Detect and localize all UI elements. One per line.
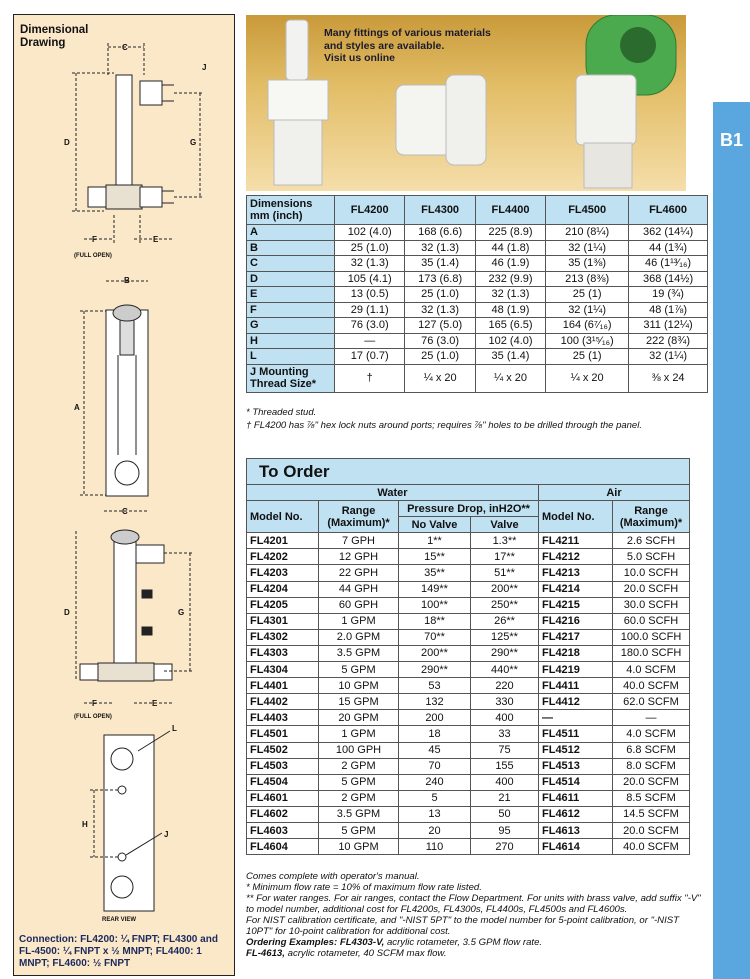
photo-caption <box>324 27 491 65</box>
dimensional-drawing-panel <box>13 14 235 976</box>
valve-cell: 220 <box>471 678 539 694</box>
mounting-label-line1: J Mounting <box>250 366 309 378</box>
water-model-cell: FL4401 <box>247 678 319 694</box>
water-range-cell: 1 GPM <box>319 613 399 629</box>
order-note-2: * Minimum flow rate = 10% of maximum flow rate listed. <box>246 882 482 893</box>
mounting-label-line2: Thread Size* <box>250 378 317 390</box>
valve-cell: 290** <box>471 645 539 661</box>
dimension-cell: 46 (1.9) <box>475 256 545 272</box>
label-d-2: D <box>64 608 70 617</box>
order-row <box>247 645 690 661</box>
dimension-cell: 210 (8¼) <box>546 225 629 241</box>
water-header: Water <box>247 485 539 501</box>
photo-caption-line3: Visit us online <box>324 52 395 64</box>
no-valve-cell: 200 <box>399 710 471 726</box>
label-c: C <box>122 43 128 52</box>
dimension-row-label: F <box>247 302 335 318</box>
no-valve-cell: 1** <box>399 533 471 549</box>
valve-cell: 51** <box>471 565 539 581</box>
water-range-cell: 3.5 GPM <box>319 645 399 661</box>
water-range-cell: 5 GPM <box>319 774 399 790</box>
no-valve-cell: 18** <box>399 613 471 629</box>
air-range-header <box>613 501 690 533</box>
label-j-2: J <box>164 830 169 839</box>
no-valve-cell: 290** <box>399 662 471 678</box>
valve-cell: 1.3** <box>471 533 539 549</box>
section-tab: B1 <box>719 130 743 150</box>
dimension-cell: 25 (1.0) <box>335 240 405 256</box>
dimension-cell: 32 (1.3) <box>475 287 545 303</box>
order-row <box>247 806 690 822</box>
water-model-cell: FL4303 <box>247 645 319 661</box>
water-model-cell: FL4204 <box>247 581 319 597</box>
water-range-cell: 44 GPH <box>319 581 399 597</box>
water-range-cell: 5 GPM <box>319 662 399 678</box>
mounting-thread-cell: † <box>335 364 405 392</box>
water-model-cell: FL4504 <box>247 774 319 790</box>
air-range-cell: 20.0 SCFM <box>613 822 690 838</box>
water-range-line2: (Maximum)* <box>327 516 390 529</box>
order-group-header-row <box>247 485 690 501</box>
dimension-cell: 32 (1¼) <box>546 302 629 318</box>
model-header: FL4600 <box>629 196 708 225</box>
dimension-row-label: A <box>247 225 335 241</box>
no-valve-cell: 35** <box>399 565 471 581</box>
air-model-cell: FL4514 <box>539 774 613 790</box>
air-range-cell: 2.6 SCFH <box>613 533 690 549</box>
no-valve-cell: 70** <box>399 629 471 645</box>
order-row <box>247 533 690 549</box>
no-valve-cell: 132 <box>399 694 471 710</box>
order-row <box>247 694 690 710</box>
dimension-cell: 222 (8¾) <box>629 333 708 349</box>
dimension-cell: 13 (0.5) <box>335 287 405 303</box>
order-note-4: For NIST calibration certificate, and "-NIST 5PT" to the model number for 5-point calibration, or "-NIST 10PT" for 10-point calibration for additional cost. <box>246 915 680 937</box>
water-model-cell: FL4502 <box>247 742 319 758</box>
dimension-row <box>247 302 708 318</box>
valve-cell: 95 <box>471 822 539 838</box>
dimension-cell: 32 (1¼) <box>546 240 629 256</box>
air-range-cell: 20.0 SCFM <box>613 774 690 790</box>
water-model-cell: FL4604 <box>247 839 319 855</box>
no-valve-cell: 5 <box>399 790 471 806</box>
dimension-cell: 35 (1⅜) <box>546 256 629 272</box>
air-model-cell: FL4214 <box>539 581 613 597</box>
dimension-cell: 32 (1¼) <box>629 349 708 365</box>
air-header: Air <box>539 485 690 501</box>
valve-cell: 21 <box>471 790 539 806</box>
water-range-cell: 10 GPM <box>319 678 399 694</box>
dimension-row <box>247 225 708 241</box>
dimension-cell: 25 (1.0) <box>405 349 475 365</box>
air-range-cell: 10.0 SCFH <box>613 565 690 581</box>
air-model-cell: FL4212 <box>539 549 613 565</box>
water-range-line1: Range <box>341 504 376 517</box>
to-order-title: To Order <box>246 458 690 484</box>
dimension-cell: 311 (12¼) <box>629 318 708 334</box>
valve-cell: 50 <box>471 806 539 822</box>
order-subheader-row-1 <box>247 501 690 517</box>
water-range-cell: 20 GPM <box>319 710 399 726</box>
dimensions-header-label <box>247 196 335 225</box>
model-header: FL4400 <box>475 196 545 225</box>
label-e-2: E <box>152 699 158 708</box>
air-model-cell: FL4511 <box>539 726 613 742</box>
water-range-cell: 5 GPM <box>319 822 399 838</box>
ordering-example-2-label: FL-4613, <box>246 948 285 959</box>
valve-cell: 26** <box>471 613 539 629</box>
valve-cell: 200** <box>471 581 539 597</box>
dimension-cell: 25 (1) <box>546 287 629 303</box>
mounting-thread-cell: ¼ x 20 <box>475 364 545 392</box>
no-valve-cell: 200** <box>399 645 471 661</box>
ordering-example-1 <box>246 937 706 948</box>
model-header: FL4300 <box>405 196 475 225</box>
dimension-row-label: G <box>247 318 335 334</box>
dimension-cell: 213 (8⅜) <box>546 271 629 287</box>
water-model-cell: FL4301 <box>247 613 319 629</box>
valve-cell: 250** <box>471 597 539 613</box>
water-range-header <box>319 501 399 533</box>
dimension-cell: — <box>335 333 405 349</box>
air-model-cell: FL4611 <box>539 790 613 806</box>
valve-cell: 400 <box>471 774 539 790</box>
label-b: B <box>124 276 130 285</box>
dim-note-1: * Threaded stud. <box>246 407 317 418</box>
label-full-open-1: (FULL OPEN) <box>74 253 112 259</box>
mounting-thread-cell: ⅜ x 24 <box>629 364 708 392</box>
air-range-line1: Range <box>634 504 668 517</box>
dimension-cell: 102 (4.0) <box>475 333 545 349</box>
dimension-cell: 17 (0.7) <box>335 349 405 365</box>
dim-header-line1: Dimensions <box>250 198 313 210</box>
mounting-thread-label <box>247 364 335 392</box>
dimension-row <box>247 349 708 365</box>
dimension-row <box>247 318 708 334</box>
dimension-cell: 102 (4.0) <box>335 225 405 241</box>
label-f-2: F <box>92 699 97 708</box>
water-range-cell: 7 GPH <box>319 533 399 549</box>
air-range-cell: 100.0 SCFH <box>613 629 690 645</box>
water-range-cell: 15 GPM <box>319 694 399 710</box>
dimension-cell: 48 (1.9) <box>475 302 545 318</box>
label-c-2: C <box>122 507 128 516</box>
air-model-cell: FL4614 <box>539 839 613 855</box>
no-valve-cell: 20 <box>399 822 471 838</box>
label-d: D <box>64 138 70 147</box>
label-rear-view: REAR VIEW <box>102 917 137 923</box>
dimension-row-label: D <box>247 271 335 287</box>
water-model-cell: FL4202 <box>247 549 319 565</box>
dimension-row-label: L <box>247 349 335 365</box>
order-row <box>247 839 690 855</box>
dimension-cell: 165 (6.5) <box>475 318 545 334</box>
ordering-example-2-text: acrylic rotameter, 40 SCFM max flow. <box>287 948 447 959</box>
valve-cell: 440** <box>471 662 539 678</box>
label-a: A <box>74 403 80 412</box>
side-strip <box>713 102 750 979</box>
air-model-cell: FL4512 <box>539 742 613 758</box>
order-row <box>247 678 690 694</box>
air-model-cell: FL4513 <box>539 758 613 774</box>
water-model-cell: FL4201 <box>247 533 319 549</box>
ordering-example-label: Ordering Examples: FL4303-V, <box>246 937 385 948</box>
dimension-cell: 32 (1.3) <box>405 302 475 318</box>
order-body <box>247 533 690 855</box>
dimension-notes <box>246 406 708 432</box>
dimension-row-label: E <box>247 287 335 303</box>
dimension-cell: 44 (1¾) <box>629 240 708 256</box>
dimension-cell: 35 (1.4) <box>405 256 475 272</box>
air-range-line2: (Maximum)* <box>619 516 683 529</box>
order-row <box>247 613 690 629</box>
dim-header-line2: mm (inch) <box>250 210 303 222</box>
label-l: L <box>172 724 177 733</box>
valve-cell: 33 <box>471 726 539 742</box>
air-range-cell: 14.5 SCFM <box>613 806 690 822</box>
mounting-thread-cell: ¼ x 20 <box>405 364 475 392</box>
valve-cell: 270 <box>471 839 539 855</box>
no-valve-header: No Valve <box>399 517 471 533</box>
model-header: FL4200 <box>335 196 405 225</box>
dimensions-table <box>246 195 708 393</box>
dimension-cell: 29 (1.1) <box>335 302 405 318</box>
water-range-cell: 10 GPM <box>319 839 399 855</box>
order-row <box>247 565 690 581</box>
label-f: F <box>92 235 97 244</box>
water-model-cell: FL4603 <box>247 822 319 838</box>
order-row <box>247 662 690 678</box>
mounting-thread-cell: ¼ x 20 <box>546 364 629 392</box>
valve-header: Valve <box>471 517 539 533</box>
air-model-cell: FL4412 <box>539 694 613 710</box>
dimension-cell: 76 (3.0) <box>405 333 475 349</box>
air-model-cell: FL4216 <box>539 613 613 629</box>
connection-note: Connection: FL4200: ¼ FNPT; FL4300 and FL-4500: ¼ FNPT x ½ MNPT; FL4400: 1 MNPT; FL4600: ½ FNPT <box>19 934 218 969</box>
dimension-row <box>247 256 708 272</box>
order-note-3: ** For water ranges. For air ranges, contact the Flow Department. For units with brass valve, add suffix "-V" to model number, additional cost for FL4200s, FL4300s, FL4400s, FL4500s and FL4600s. <box>246 893 701 915</box>
dimension-row <box>247 240 708 256</box>
to-order-table <box>246 484 690 855</box>
water-range-cell: 100 GPH <box>319 742 399 758</box>
air-range-cell: 8.5 SCFM <box>613 790 690 806</box>
water-model-cell: FL4503 <box>247 758 319 774</box>
order-row <box>247 822 690 838</box>
dimension-cell: 225 (8.9) <box>475 225 545 241</box>
dimension-row-label: H <box>247 333 335 349</box>
order-row <box>247 629 690 645</box>
air-range-cell: 40.0 SCFM <box>613 839 690 855</box>
order-row <box>247 774 690 790</box>
order-note-1: Comes complete with operator's manual. <box>246 871 420 882</box>
water-model-cell: FL4302 <box>247 629 319 645</box>
air-model-cell: — <box>539 710 613 726</box>
order-row <box>247 549 690 565</box>
air-range-cell: 180.0 SCFH <box>613 645 690 661</box>
valve-cell: 400 <box>471 710 539 726</box>
valve-cell: 17** <box>471 549 539 565</box>
dimension-cell: 100 (3¹⁵⁄₁₆) <box>546 333 629 349</box>
to-order-section <box>246 458 690 855</box>
water-model-cell: FL4403 <box>247 710 319 726</box>
water-model-cell: FL4304 <box>247 662 319 678</box>
drawing-title-line1: Dimensional <box>20 24 89 36</box>
air-model-cell: FL4215 <box>539 597 613 613</box>
label-full-open-2: (FULL OPEN) <box>74 714 112 720</box>
no-valve-cell: 15** <box>399 549 471 565</box>
dimension-row-label: C <box>247 256 335 272</box>
dimension-cell: 25 (1) <box>546 349 629 365</box>
dimension-cell: 44 (1.8) <box>475 240 545 256</box>
air-model-cell: FL4411 <box>539 678 613 694</box>
fittings-photo <box>246 15 686 191</box>
dimension-cell: 46 (1¹³⁄₁₆) <box>629 256 708 272</box>
dimension-cell: 48 (1⅞) <box>629 302 708 318</box>
dimension-drawings <box>14 15 236 977</box>
water-model-header: Model No. <box>247 501 319 533</box>
dimension-cell: 127 (5.0) <box>405 318 475 334</box>
water-model-cell: FL4501 <box>247 726 319 742</box>
ordering-example-2 <box>246 948 706 959</box>
dimension-row <box>247 333 708 349</box>
water-model-cell: FL4402 <box>247 694 319 710</box>
air-range-cell: 4.0 SCFM <box>613 662 690 678</box>
air-range-cell: 20.0 SCFH <box>613 581 690 597</box>
no-valve-cell: 53 <box>399 678 471 694</box>
no-valve-cell: 70 <box>399 758 471 774</box>
valve-cell: 75 <box>471 742 539 758</box>
air-model-cell: FL4612 <box>539 806 613 822</box>
dimension-cell: 25 (1.0) <box>405 287 475 303</box>
dimension-cell: 76 (3.0) <box>335 318 405 334</box>
air-model-cell: FL4213 <box>539 565 613 581</box>
water-range-cell: 2 GPM <box>319 758 399 774</box>
pressure-drop-header: Pressure Drop, inH2O** <box>399 501 539 517</box>
air-model-cell: FL4211 <box>539 533 613 549</box>
dimensions-header-row <box>247 196 708 225</box>
no-valve-cell: 18 <box>399 726 471 742</box>
dimension-row-label: B <box>247 240 335 256</box>
photo-caption-line1: Many fittings of various materials <box>324 27 491 39</box>
no-valve-cell: 110 <box>399 839 471 855</box>
valve-cell: 125** <box>471 629 539 645</box>
drawing-title-line2: Drawing <box>20 37 66 49</box>
valve-cell: 155 <box>471 758 539 774</box>
air-range-cell: 8.0 SCFM <box>613 758 690 774</box>
label-j: J <box>202 63 207 72</box>
air-model-header: Model No. <box>539 501 613 533</box>
dim-note-2: † FL4200 has ⅞" hex lock nuts around ports; requires ⅞" holes to be drilled through the panel. <box>246 420 642 431</box>
dimension-cell: 164 (6⁷⁄₁₆) <box>546 318 629 334</box>
order-row <box>247 726 690 742</box>
no-valve-cell: 13 <box>399 806 471 822</box>
water-model-cell: FL4205 <box>247 597 319 613</box>
water-range-cell: 2.0 GPM <box>319 629 399 645</box>
order-row <box>247 742 690 758</box>
dimension-cell: 105 (4.1) <box>335 271 405 287</box>
water-model-cell: FL4602 <box>247 806 319 822</box>
photo-caption-line2: and styles are available. <box>324 39 445 52</box>
dimensions-body <box>247 225 708 393</box>
order-row <box>247 597 690 613</box>
dimension-cell: 232 (9.9) <box>475 271 545 287</box>
order-row <box>247 758 690 774</box>
dimension-cell: 368 (14½) <box>629 271 708 287</box>
air-model-cell: FL4613 <box>539 822 613 838</box>
air-range-cell: 5.0 SCFH <box>613 549 690 565</box>
dimension-cell: 19 (¾) <box>629 287 708 303</box>
water-model-cell: FL4203 <box>247 565 319 581</box>
air-range-cell: 6.8 SCFM <box>613 742 690 758</box>
mounting-thread-row <box>247 364 708 392</box>
water-model-cell: FL4601 <box>247 790 319 806</box>
air-range-cell: 62.0 SCFM <box>613 694 690 710</box>
air-range-cell: 60.0 SCFH <box>613 613 690 629</box>
dimension-cell: 35 (1.4) <box>475 349 545 365</box>
no-valve-cell: 240 <box>399 774 471 790</box>
dimension-cell: 362 (14¼) <box>629 225 708 241</box>
order-row <box>247 581 690 597</box>
water-range-cell: 1 GPM <box>319 726 399 742</box>
dimension-row <box>247 287 708 303</box>
no-valve-cell: 149** <box>399 581 471 597</box>
air-range-cell: 30.0 SCFH <box>613 597 690 613</box>
label-e: E <box>153 235 159 244</box>
dimension-cell: 32 (1.3) <box>405 240 475 256</box>
air-range-cell: — <box>613 710 690 726</box>
air-model-cell: FL4219 <box>539 662 613 678</box>
dimension-cell: 32 (1.3) <box>335 256 405 272</box>
water-range-cell: 12 GPH <box>319 549 399 565</box>
air-range-cell: 4.0 SCFM <box>613 726 690 742</box>
air-range-cell: 40.0 SCFM <box>613 678 690 694</box>
label-h: H <box>82 820 88 829</box>
model-header: FL4500 <box>546 196 629 225</box>
dimension-row <box>247 271 708 287</box>
water-range-cell: 22 GPH <box>319 565 399 581</box>
ordering-example-1-text: acrylic rotameter, 3.5 GPM flow rate. <box>386 937 543 948</box>
air-model-cell: FL4218 <box>539 645 613 661</box>
label-g-2: G <box>178 608 185 617</box>
water-range-cell: 3.5 GPM <box>319 806 399 822</box>
no-valve-cell: 45 <box>399 742 471 758</box>
dimension-cell: 168 (6.6) <box>405 225 475 241</box>
order-row <box>247 710 690 726</box>
water-range-cell: 2 GPM <box>319 790 399 806</box>
order-row <box>247 790 690 806</box>
water-range-cell: 60 GPH <box>319 597 399 613</box>
valve-cell: 330 <box>471 694 539 710</box>
dimension-cell: 173 (6.8) <box>405 271 475 287</box>
order-notes <box>246 871 706 959</box>
no-valve-cell: 100** <box>399 597 471 613</box>
air-model-cell: FL4217 <box>539 629 613 645</box>
label-g: G <box>190 138 197 147</box>
